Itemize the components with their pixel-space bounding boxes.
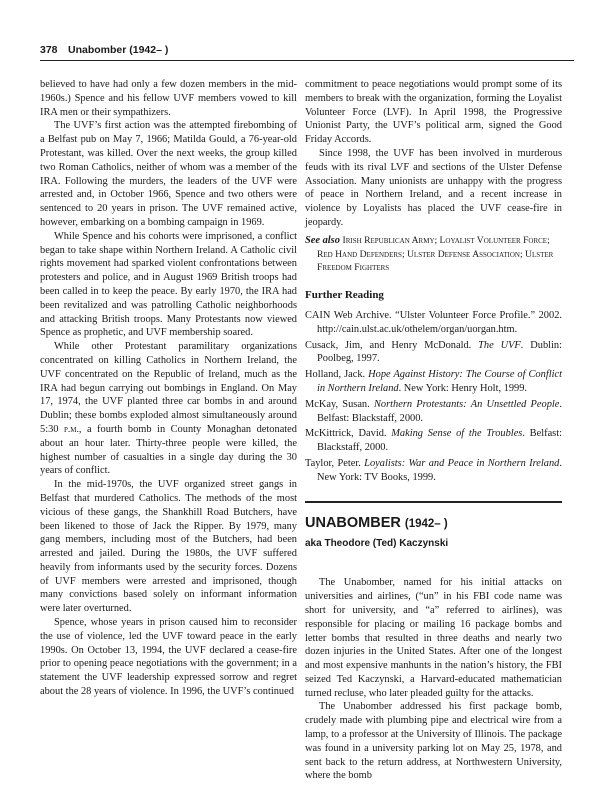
entry-rule (305, 501, 562, 503)
entry-dates: (1942– ) (404, 517, 448, 530)
right-paragraph-3: The Unabomber, named for his initial attacks on universities and airlines, (“un” in his FBI code name was short for university, and “a” referred to airlines), was responsible for placing or mailing 16 package bombs and letter bombs that resulted in three deaths and nearly two dozen injuries in the United States. After one of the longest and most expensive manhunts in the nation’s history, the FBI seized Ted Kaczynski, a Harvard-educated mathematician turned recluse, who later pleaded guilty for the attacks. (305, 577, 562, 699)
bib-entry-publisher: . Belfast: Blackstaff, 2000. (317, 428, 562, 454)
bib-entry-publisher: . Dublin: Poolbeg, 1997. (317, 339, 562, 365)
left-paragraph-6: Spence, whose years in prison caused him to reconsider the use of violence, led the UVF toward peace in the early 1990s. On October 13, 1994, the UVF declared a cease-fire prior to opening peace negotiations with the government; in a statement the UVF leadership expressed sorrow and regret about the 28 years of violence. In 1996, the UVF’s continued (40, 617, 297, 698)
left-paragraph-4-start: While other Protestant paramilitary organizations concentrated on killing Catholics in Northern Ireland, the UVF concentrated on the Republic of Ireland, much as the IRA had begun carrying out bombings in England. On May 17, 1974, the UVF planted three car bombs in and around Dublin; these bombs exploded almost simultaneously around 5:30 (40, 341, 297, 435)
bib-entry (305, 309, 562, 337)
bib-entry-text: Holland, Jack. (305, 369, 369, 381)
right-paragraph-4: The Unabomber addressed his first package bomb, crudely made with plumbing pipe and electrical wire from a lamp, to a professor at the University of Illinois. The package was found in a university parking lot on May 25, 1978, and sent back to the return address, at Northwestern University, where the bomb (305, 701, 562, 782)
bib-entry-text: Taylor, Peter. (305, 457, 365, 469)
bib-entry-text: CAIN Web Archive. “Ulster Volunteer Force Profile.” 2002. http://cain.ulst.ac.uk/othelem/organ/uorgan.htm. (305, 309, 562, 335)
left-paragraph-4 (40, 340, 297, 478)
left-paragraph-1: believed to have had only a few dozen members in the mid-1960s.) Spence and his fellow UVF members vowed to kill IRA men or their sympathizers. (40, 79, 297, 118)
bib-entry (305, 427, 562, 455)
bib-entry-title: The UVF (478, 339, 521, 351)
left-paragraph-5: In the mid-1970s, the UVF organized street gangs in Belfast that murdered Catholics. The methods of the most vicious of these gangs, the Shankhill Road Butchers, have been likened to those of Jack the Ripper. By 1979, many gang members, including most of the Butchers, had been arrested and jailed. During the 1980s, the UVF suffered heavily from informants used by the security forces. Dozens of UVF members were arrested and imprisoned, though many convictions based solely on informant information were later overturned. (40, 479, 297, 615)
pm-abbrev: p.m. (63, 423, 79, 435)
entry-aka: aka Theodore (Ted) Kaczynski (305, 537, 449, 549)
bib-entry-text: Cusack, Jim, and Henry McDonald. (305, 339, 479, 351)
see-also-refs: Irish Republican Army; Loyalist Volunteer Force; Red Hand Defenders; Ulster Defense Association; Ulster Freedom Fighters (317, 234, 554, 274)
bib-entry-text: McKittrick, David. (305, 428, 392, 440)
bib-entry (305, 457, 562, 485)
bib-entry-title: Northern Protestants: An Unsettled People (373, 398, 560, 410)
right-paragraph-1: commitment to peace negotiations would prompt some of its members to break with the organization, forming the Loyalist Volunteer Force (LVF). In April 1998, the Progressive Unionist Party, the UVF’s political arm, signed the Good Friday Accords. (305, 79, 562, 146)
left-paragraph-3: While Spence and his cohorts were imprisoned, a conflict began to take shape within Northern Ireland. A Catholic civil rights movement had sparked violent confrontations between protesters and police, and in August 1969 British troops had been called in to keep the peace. By early 1970, the IRA had been revitalized and was patrolling Catholic neighborhoods and attacking British troops. Many Protestants now viewed Spence as prophetic, and UVF membership soared. (40, 230, 297, 339)
bib-entry (305, 368, 562, 396)
bib-entry-title: Hope Against History: The Course of Conflict in Northern Ireland (317, 369, 562, 394)
header-rule (40, 60, 574, 61)
bib-entry-text: McKay, Susan. (305, 398, 374, 410)
right-paragraph-2: Since 1998, the UVF has been involved in murderous feuds with its rival LVF and sections of the Ulster Defense Association. Many unionists are unhappy with the progress of peace in Northern Ireland, and a recent increase in violence by Loyalists has placed the UVF cease-fire in jeopardy. (305, 147, 562, 228)
bib-entry-title: Loyalists: War and Peace in Northern Ireland (364, 457, 560, 469)
bib-entry-title: Making Sense of the Troubles (391, 428, 523, 440)
bib-entry-publisher: . Belfast: Blackstaff, 2000. (317, 398, 562, 424)
left-paragraph-2: The UVF’s first action was the attempted firebombing of a Belfast pub on May 7, 1966; Matilda Gould, a 76-year-old Protestant, was killed. Over the next weeks, the group killed two Roman Catholics, neither of whom was a member of the IRA. Following the murders, the leaders of the UVF were arrested and, in October 1966, Spence and two others were sentenced to 20 years in prison. The UVF remained active, however, embarking on a bombing campaign in 1969. (40, 120, 297, 228)
running-head: Unabomber (1942– ) (68, 44, 169, 56)
see-also (305, 234, 562, 275)
bib-entry-publisher: . New York: Henry Holt, 1999. (398, 382, 528, 394)
right-column (305, 78, 562, 783)
further-reading-title: Further Reading (305, 289, 384, 302)
bib-entry-publisher: . New York: TV Books, 1999. (317, 457, 562, 483)
see-also-label: See also (305, 234, 340, 246)
left-paragraph-4-end: , a fourth bomb in County Monaghan detonated about an hour later. Thirty-three people were killed, the highest number of casualties in a single day during the 30 years of conflict. (40, 423, 297, 477)
entry-title (305, 513, 562, 534)
entry-name: UNABOMBER (305, 514, 401, 531)
bib-entry (305, 398, 562, 426)
page-number: 378 (40, 44, 58, 56)
bib-entry (305, 339, 562, 367)
left-column (40, 78, 297, 699)
